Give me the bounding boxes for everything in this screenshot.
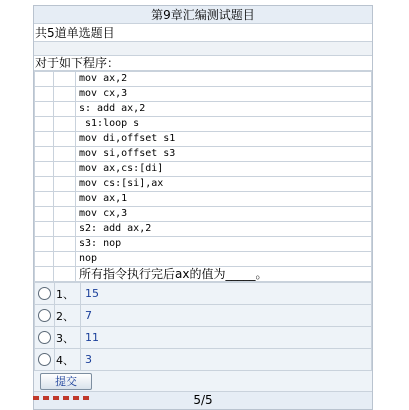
radio-button[interactable] (38, 287, 51, 300)
page-indicator: 5/5 (34, 392, 372, 409)
answer-option-row[interactable] (35, 349, 372, 371)
code-line: mov cx,3 (76, 207, 372, 222)
option-number: 1、 (55, 283, 81, 305)
answer-option-row[interactable] (35, 327, 372, 349)
code-table (34, 71, 372, 282)
code-line-row (35, 192, 372, 207)
code-cell-blank (54, 162, 76, 177)
question-stem: 对于如下程序： (34, 56, 372, 71)
options-table (34, 282, 372, 371)
cut-off-footer-text (33, 396, 93, 400)
code-cell-blank (35, 117, 54, 132)
option-value[interactable]: 11 (81, 327, 372, 349)
code-cell-blank (54, 252, 76, 267)
code-cell-blank (54, 102, 76, 117)
code-line-row (35, 147, 372, 162)
answer-option-row[interactable] (35, 283, 372, 305)
code-line-row (35, 252, 372, 267)
radio-button[interactable] (38, 353, 51, 366)
code-cell-blank (54, 147, 76, 162)
submit-button[interactable]: 提交 (40, 373, 92, 390)
option-radio-cell[interactable] (35, 283, 55, 305)
question-text: 所有指令执行完后ax的值为_____。 (76, 267, 372, 282)
code-line: mov cs:[si],ax (76, 177, 372, 192)
code-line: s1:loop s (76, 117, 372, 132)
radio-button[interactable] (38, 309, 51, 322)
option-number: 3、 (55, 327, 81, 349)
code-line: mov cx,3 (76, 87, 372, 102)
code-line: nop (76, 252, 372, 267)
question-row (35, 267, 372, 282)
option-number: 2、 (55, 305, 81, 327)
code-line-row (35, 117, 372, 132)
code-cell-blank (54, 132, 76, 147)
submit-row (34, 371, 372, 392)
code-cell-blank (35, 87, 54, 102)
code-cell-blank (35, 177, 54, 192)
code-line: mov si,offset s3 (76, 147, 372, 162)
code-line-row (35, 87, 372, 102)
option-radio-cell[interactable] (35, 349, 55, 371)
code-cell-blank (54, 117, 76, 132)
code-line: mov ax,2 (76, 72, 372, 87)
code-line-row (35, 102, 372, 117)
code-line-row (35, 72, 372, 87)
code-line: s3: nop (76, 237, 372, 252)
answer-option-row[interactable] (35, 305, 372, 327)
option-value[interactable]: 15 (81, 283, 372, 305)
code-line-row (35, 162, 372, 177)
code-cell-blank (35, 102, 54, 117)
code-line: mov di,offset s1 (76, 132, 372, 147)
code-cell-blank (35, 252, 54, 267)
code-cell-blank (35, 267, 54, 282)
code-line: mov ax,cs:[di] (76, 162, 372, 177)
code-line: s: add ax,2 (76, 102, 372, 117)
radio-button[interactable] (38, 331, 51, 344)
code-line: mov ax,1 (76, 192, 372, 207)
option-number: 4、 (55, 349, 81, 371)
code-cell-blank (54, 267, 76, 282)
code-cell-blank (54, 192, 76, 207)
code-line-row (35, 207, 372, 222)
code-cell-blank (35, 192, 54, 207)
code-cell-blank (35, 147, 54, 162)
question-count: 共5道单选题目 (34, 24, 372, 42)
option-value[interactable]: 3 (81, 349, 372, 371)
code-line: s2: add ax,2 (76, 222, 372, 237)
code-line-row (35, 177, 372, 192)
code-cell-blank (54, 222, 76, 237)
code-cell-blank (54, 207, 76, 222)
code-cell-blank (35, 207, 54, 222)
code-line-row (35, 237, 372, 252)
option-radio-cell[interactable] (35, 305, 55, 327)
option-value[interactable]: 7 (81, 305, 372, 327)
page-title: 第9章汇编测试题目 (34, 6, 372, 24)
code-cell-blank (54, 177, 76, 192)
code-cell-blank (35, 237, 54, 252)
code-cell-blank (35, 162, 54, 177)
code-cell-blank (35, 72, 54, 87)
option-radio-cell[interactable] (35, 327, 55, 349)
spacer-row (34, 42, 372, 56)
code-cell-blank (54, 87, 76, 102)
code-cell-blank (54, 237, 76, 252)
code-line-row (35, 222, 372, 237)
code-cell-blank (35, 222, 54, 237)
quiz-panel (33, 5, 373, 410)
code-cell-blank (54, 72, 76, 87)
code-line-row (35, 132, 372, 147)
code-cell-blank (35, 132, 54, 147)
